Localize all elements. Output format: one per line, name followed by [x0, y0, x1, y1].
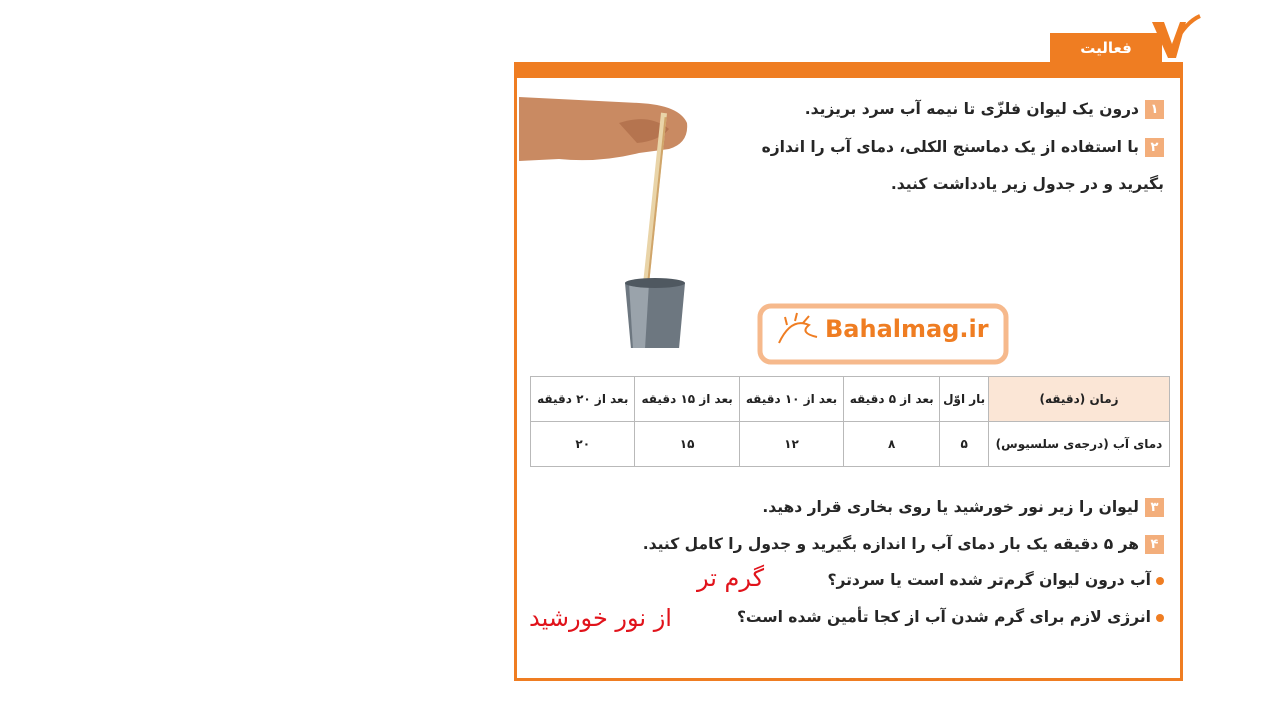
activity-header — [1050, 33, 1162, 63]
watermark-text: Bahalmag.ir — [825, 315, 989, 343]
row-header-time: زمان (دقیقه) — [989, 377, 1170, 422]
step-1 — [805, 100, 1164, 119]
table-row-temperature — [531, 422, 1170, 467]
question-2-text: انرژی لازم برای گرم شدن آب از کجا تأمین شده است؟ — [736, 608, 1151, 626]
step-3 — [762, 498, 1164, 517]
step-3-number: ۳ — [1145, 498, 1164, 517]
step-1-number: ۱ — [1145, 100, 1164, 119]
hand-holding-thermometer-image — [519, 93, 689, 348]
table-cell-temperature: ۵ — [940, 422, 989, 467]
step-2-text-line1: با استفاده از یک دماسنج الکلی، دمای آب را اندازه — [761, 138, 1139, 156]
table-cell-temperature: ۱۲ — [739, 422, 843, 467]
question-2 — [737, 608, 1164, 626]
step-4-text: هر ۵ دقیقه یک بار دمای آب را اندازه بگیرید و جدول را کامل کنید. — [642, 535, 1139, 553]
table-cell-temperature: ۱۵ — [635, 422, 739, 467]
step-4-number: ۴ — [1145, 535, 1164, 554]
temperature-table — [530, 376, 1170, 467]
table-cell-time: بعد از ۱۵ دقیقه — [635, 377, 739, 422]
step-3-text: لیوان را زیر نور خورشید یا روی بخاری قرار دهید. — [762, 498, 1139, 516]
step-2-continued — [891, 175, 1164, 193]
activity-frame — [514, 62, 1183, 681]
step-2-text-line2: بگیرید و در جدول زیر یادداشت کنید. — [890, 175, 1164, 193]
step-2-number: ۲ — [1145, 138, 1164, 157]
table-cell-time: بعد از ۲۰ دقیقه — [531, 377, 635, 422]
answer-1: گرم تر — [697, 564, 765, 592]
answer-2: از نور خورشید — [529, 604, 672, 632]
bullet-icon — [1156, 577, 1164, 585]
activity-title: فعالیت — [1080, 39, 1132, 57]
bullet-icon — [1156, 614, 1164, 622]
step-2 — [762, 138, 1164, 157]
watermark — [757, 303, 1009, 365]
table-cell-time: بار اوّل — [940, 377, 989, 422]
table-cell-time: بعد از ۱۰ دقیقه — [739, 377, 843, 422]
question-1-text: آب درون لیوان گرم‌تر شده است یا سردتر؟ — [827, 571, 1151, 589]
table-row-time — [531, 377, 1170, 422]
table-cell-temperature: ۸ — [844, 422, 940, 467]
step-1-text: درون یک لیوان فلزّی تا نیمه آب سرد بریزید. — [804, 100, 1139, 118]
step-4 — [643, 535, 1164, 554]
table-cell-time: بعد از ۵ دقیقه — [844, 377, 940, 422]
table-cell-temperature: ۲۰ — [531, 422, 635, 467]
question-1 — [827, 571, 1164, 589]
row-header-temperature: دمای آب (درجه‌ی سلسیوس) — [989, 422, 1170, 467]
